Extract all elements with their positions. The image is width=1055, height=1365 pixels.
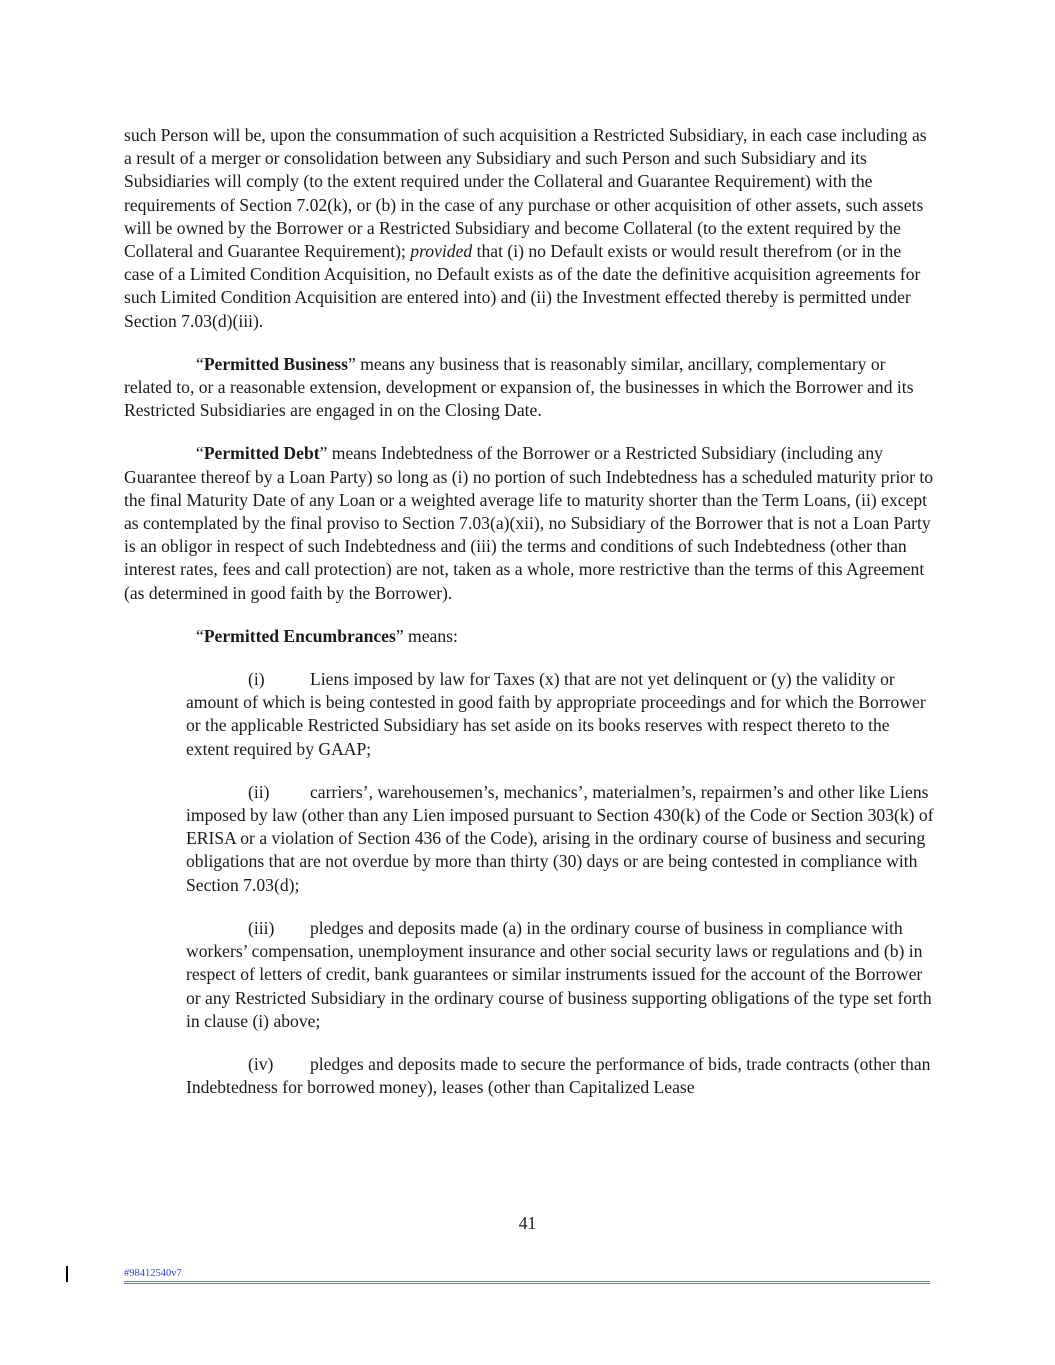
continuation-paragraph — [124, 124, 934, 333]
footer-rule — [124, 1281, 930, 1284]
defined-term: Permitted Encumbrances — [203, 625, 396, 646]
clause-text: carriers’, warehousemen’s, mechanics’, materialmen’s, repairmen’s and other like Liens imposed by law (other than any Lien imposed pursuant to Section 430(k) of the Code or Section 303(k) of ERISA or a violation of Section 436 of the Code), arising in the ordinary course of business and securing obligations that are not overdue by more than thirty (30) days or are being contested in compliance with Section 7.03(d); — [186, 781, 934, 895]
clause-number: (i) — [248, 669, 265, 690]
clause-text: pledges and deposits made to secure the performance of bids, trade contracts (other than Indebtedness for borrowed money), leases (other than Capitalized Lease — [186, 1053, 931, 1098]
definition-permitted-encumbrances — [124, 625, 934, 648]
clause-number: (iii) — [248, 917, 275, 938]
intro-italic-proviso: provided — [410, 241, 473, 262]
definition-text: means: — [403, 625, 458, 646]
encumbrance-clause-iii — [186, 917, 934, 1033]
open-quote: “ — [196, 625, 204, 646]
definition-text: means any business that is reasonably similar, ancillary, complementary or related to, or a reasonable extension, development or expansion of, the businesses in which the Borrower and its Restricted Subsidiaries are engaged in on the Closing Date. — [124, 353, 914, 421]
revision-change-bar — [66, 1266, 68, 1282]
definition-permitted-business — [124, 353, 934, 423]
page-number: 41 — [518, 1213, 537, 1233]
definition-permitted-debt — [124, 442, 934, 604]
clause-number: (iv) — [248, 1053, 274, 1074]
clause-number: (ii) — [248, 781, 270, 802]
document-body — [124, 124, 934, 1119]
intro-text-before: such Person will be, upon the consummation of such acquisition a Restricted Subsidiary, in each case including as a result of a merger or consolidation between any Subsidiary and such Person and such Subsidiary and its Subsidiaries will comply (to the extent required under the Collateral and Guarantee Requirement) with the requirements of Section 7.02(k), or (b) in the case of any purchase or other acquisition of other assets, such assets will be owned by the Borrower or a Restricted Subsidiary and become Collateral (to the extent required by the Collateral and Guarantee Requirement); — [124, 125, 927, 262]
close-quote: ” — [395, 625, 404, 646]
close-quote: ” — [347, 353, 356, 374]
clause-text: pledges and deposits made (a) in the ordinary course of business in compliance with workers’ compensation, unemployment insurance and other social security laws or regulations and (b) in respect of letters of credit, bank guarantees or similar instruments issued for the account of the Borrower or any Restricted Subsidiary in the ordinary course of business supporting obligations of the type set forth in clause (i) above; — [186, 917, 932, 1031]
footer-document-id: #98412540v7 — [124, 1268, 182, 1279]
open-quote: “ — [196, 443, 204, 464]
open-quote: “ — [196, 353, 204, 374]
clause-text: Liens imposed by law for Taxes (x) that are not yet delinquent or (y) the validity or amount of which is being contested in good faith by appropriate proceedings and for which the Borrower or the applicable Restricted Subsidiary has set aside on its books reserves with respect thereto to the extent required by GAAP; — [186, 669, 926, 759]
encumbrance-clause-i — [186, 668, 934, 761]
defined-term: Permitted Debt — [203, 443, 320, 464]
close-quote: ” — [319, 443, 328, 464]
definition-text: means Indebtedness of the Borrower or a Restricted Subsidiary (including any Guarantee thereof by a Loan Party) so long as (i) no portion of such Indebtedness has a scheduled maturity prior to the final Maturity Date of any Loan or a weighted average life to maturity shorter than the Term Loans, (ii) except as contemplated by the final proviso to Section 7.03(a)(xii), no Subsidiary of the Borrower that is not a Loan Party is an obligor in respect of such Indebtedness and (iii) the terms and conditions of such Indebtedness (other than interest rates, fees and call protection) are not, taken as a whole, more restrictive than the terms of this Agreement (as determined in good faith by the Borrower). — [124, 443, 934, 603]
intro-text-after: that (i) no Default exists or would result therefrom (or in the case of a Limited Condition Acquisition, no Default exists as of the date the definitive acquisition agreements for such Limited Condition Acquisition are entered into) and (ii) the Investment effected thereby is permitted under Section 7.03(d)(iii). — [124, 241, 921, 331]
encumbrance-clause-iv — [186, 1053, 934, 1099]
defined-term: Permitted Business — [203, 353, 348, 374]
encumbrance-clause-ii — [186, 781, 934, 897]
